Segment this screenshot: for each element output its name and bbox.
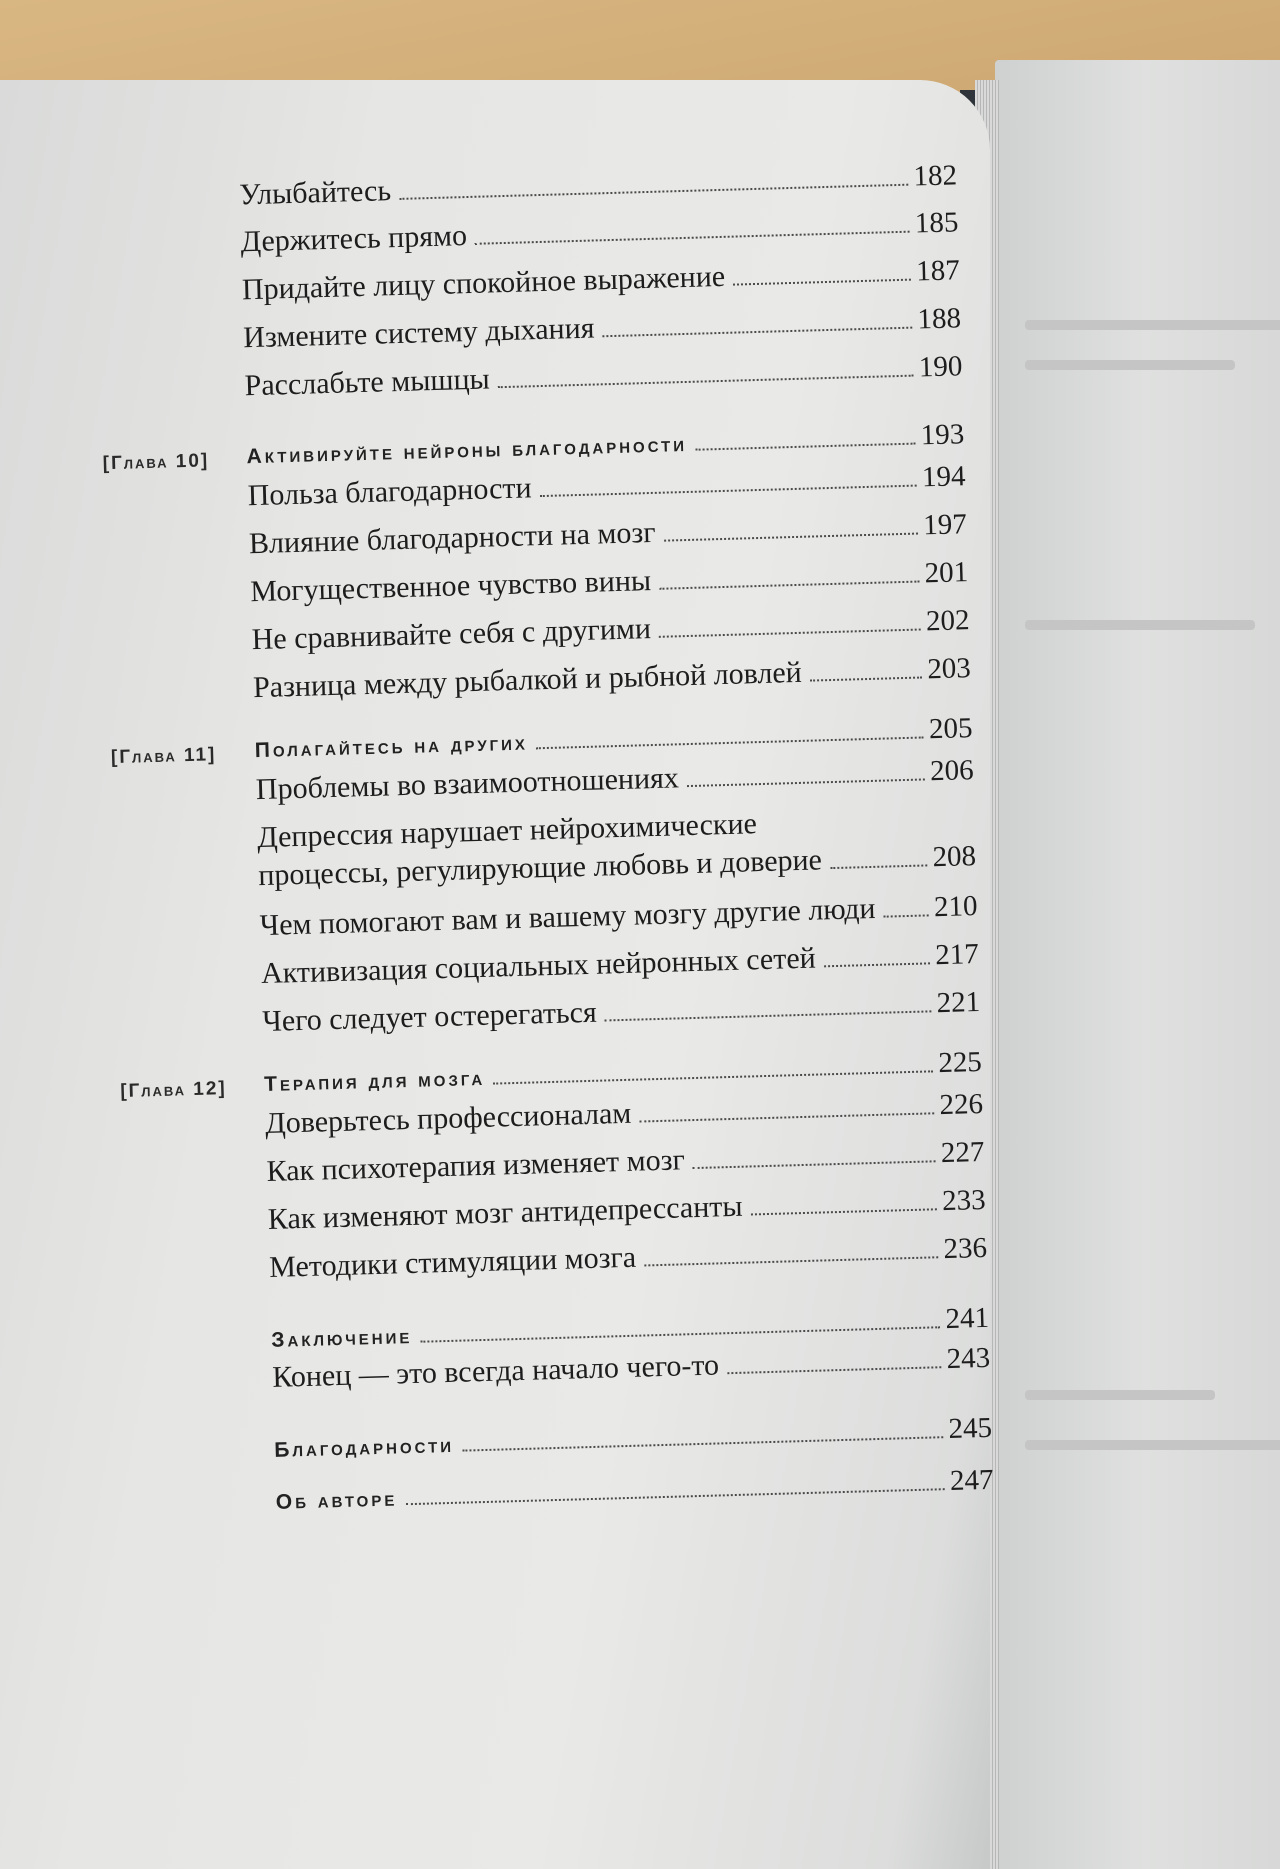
toc-entry-title: Проблемы во взаимоотношениях [255,761,680,807]
toc-entry-title-line1: Депрессия нарушает нейрохимические [256,807,758,855]
toc-entry-page: 208 [932,840,977,874]
toc-entry-page: 243 [946,1341,991,1376]
section-page: 241 [945,1301,990,1336]
leader-dots [693,1160,935,1169]
chapter-title: Активируйте нейроны благодарности [246,432,688,469]
leader-dots [830,864,927,869]
toc-entry-page: 227 [940,1135,985,1170]
toc-entry-title: Польза благодарности [247,471,533,513]
chapter-page: 205 [928,712,973,746]
section-page: 247 [949,1463,994,1498]
toc-entry-page: 194 [921,460,966,494]
chapter-label: [Глава 10] [102,450,210,475]
toc-entry-title: Как изменяют мозг антидепрессанты [267,1189,743,1236]
leader-dots [727,1366,941,1374]
toc-entry [269,1231,988,1285]
leader-dots [695,443,915,451]
toc-entry-page: 226 [939,1087,984,1122]
toc-entry-title: Расслабьте мышцы [244,362,491,403]
toc-entry-title: Влияние благодарности на мозг [248,515,656,561]
section-page: 245 [948,1411,993,1446]
leader-dots [493,1070,932,1084]
toc-entry-title: Конец — это всегда начало чего-то [271,1348,720,1394]
book-page [0,80,994,1869]
toc-entry-page: 210 [933,890,978,924]
toc-entry-page: 187 [915,254,961,288]
toc-entry [244,349,963,403]
toc-entry-title: Измените систему дыхания [242,311,595,355]
toc-entry-title: Как психотерапия изменяет мозг [266,1143,686,1188]
leader-dots [498,375,913,389]
toc-entry [267,1183,986,1237]
leader-dots [733,279,910,286]
toc-entry-page: 201 [924,556,969,590]
toc-entry-page: 206 [929,754,975,788]
toc-entry [262,985,981,1039]
chapter-label: [Глава 12] [119,1078,228,1103]
chapter-title: Полагайтесь на других [254,731,529,763]
toc-entry-title: Доверьтесь профессионалам [264,1096,632,1140]
toc-entry-title-line2: процессы, регулирующие любовь и доверие [257,843,823,893]
section-title: Благодарности [274,1433,455,1462]
leader-dots [659,581,919,590]
toc-entry [250,555,969,609]
toc-entry [240,205,959,259]
leader-dots [603,327,912,338]
toc-entry-title: Могущественное чувство вины [249,564,652,609]
leader-dots [659,629,920,638]
toc-entry [239,158,958,212]
toc-entry [243,301,962,355]
leader-dots [824,962,930,967]
toc-entry [257,799,977,895]
chapter-label: [Глава 11] [110,744,217,769]
toc-entry [251,603,970,657]
leader-dots [751,1208,937,1215]
toc-entry-title: Методики стимуляции мозга [268,1240,637,1284]
toc-entry-title: Активизация социальных нейронных сетей [260,941,817,991]
leader-dots [605,1010,931,1021]
toc-entry [261,937,980,991]
toc-entry-title: Разница между рыбалкой и рыбной ловлей [252,655,803,705]
leader-dots [405,1488,944,1505]
leader-dots [399,184,908,200]
toc-entry [259,889,978,943]
toc-entry-page: 236 [943,1231,988,1266]
chapter-page: 225 [937,1045,983,1080]
leader-dots [475,231,909,245]
toc-entry-title: Держитесь прямо [240,219,468,259]
leader-dots [810,677,922,682]
toc-entry-title: Улыбайтесь [238,174,392,212]
toc-entry-title: Чего следует остерегаться [261,995,598,1039]
toc-entry-page: 202 [925,604,970,638]
toc-entry-title: Не сравнивайте себя с другими [251,612,652,657]
leader-dots [687,778,924,787]
leader-dots [536,736,923,749]
facing-page [995,60,1280,1869]
toc-entry-title: Придайте лицу спокойное выражение [241,259,726,307]
section-title: Об авторе [275,1487,398,1514]
toc-entry [241,253,960,307]
toc-entry [249,507,968,561]
leader-dots [644,1256,938,1266]
section-heading [274,1411,993,1468]
leader-dots [540,485,916,498]
section-heading [275,1463,994,1520]
toc-entry [253,651,972,705]
chapter-page: 193 [920,418,965,452]
chapter-title: Терапия для мозга [263,1066,486,1097]
leader-dots [639,1112,933,1122]
leader-dots [664,533,918,542]
toc-entry-page: 188 [917,302,962,336]
toc-entry-page: 190 [918,350,963,384]
toc-entry-page: 197 [922,508,968,542]
leader-dots [884,914,929,917]
toc-entry-page: 185 [914,206,959,240]
section-title: Заключение [270,1324,413,1352]
toc-entry-page: 221 [936,985,981,1020]
toc-entry [266,1135,985,1189]
toc-entry-page: 217 [934,938,980,972]
leader-dots [420,1326,939,1343]
toc-entry-page: 203 [926,652,972,686]
toc-entry-page: 182 [913,159,958,193]
toc-entry-page: 233 [941,1183,987,1218]
leader-dots [462,1436,943,1451]
toc-entry-title: Чем помогают вам и вашему мозгу другие люди [259,891,876,943]
